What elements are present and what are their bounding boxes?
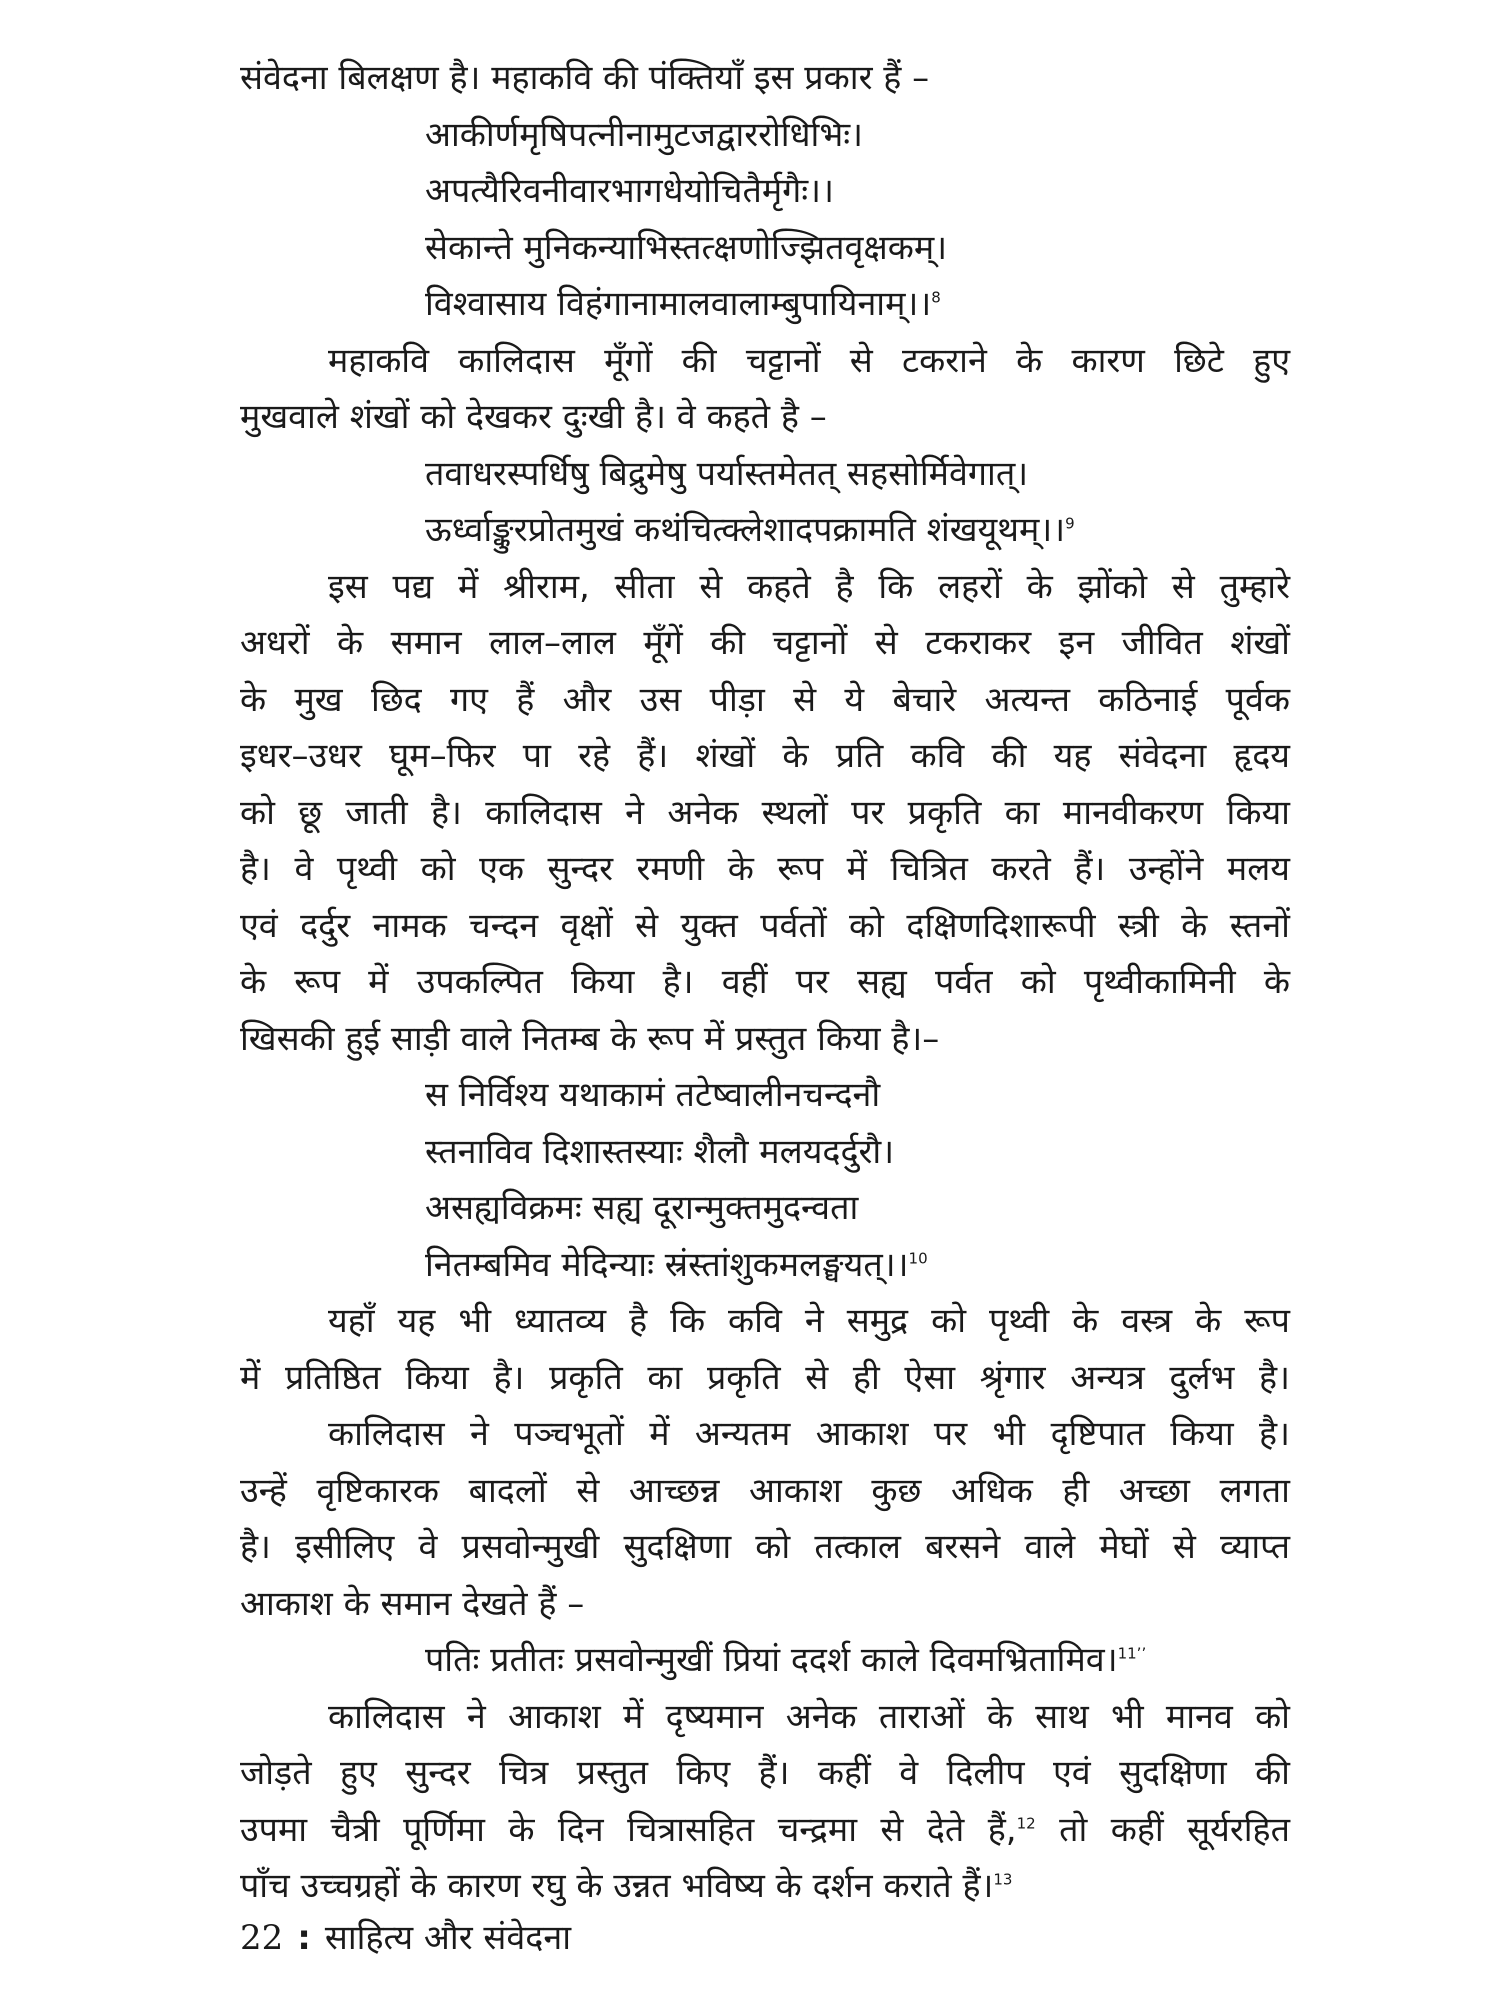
line-text: के मुख छिद गए हैं और उस पीड़ा से ये बेचारे अत्यन्त कठिनाई पूर्वक: [240, 679, 1290, 720]
footnote-marker: 8: [931, 288, 941, 307]
line-text: तवाधरस्पर्धिषु बिद्रुमेषु पर्यास्तमेतत् सहसोर्मिवेगात्।: [425, 453, 1029, 494]
line-text: आकीर्णमृषिपत्नीनामुटजद्वाररोधिभिः।: [425, 114, 863, 155]
line-text: महाकवि कालिदास मूँगों की चट्टानों से टकराने के कारण छिटे हुए: [328, 340, 1290, 381]
line-text: सेकान्ते मुनिकन्याभिस्तत्क्षणोज्झितवृक्षकम्।: [425, 227, 948, 268]
line-text: खिसकी हुई साड़ी वाले नितम्ब के रूप में प्रस्तुत किया है।–: [240, 1018, 940, 1059]
text-line: [240, 1350, 1290, 1407]
verse-line: [240, 1124, 1290, 1181]
footnote-marker: 12: [1016, 1814, 1036, 1833]
page-body-text: [240, 50, 1290, 1915]
verse-line: [240, 107, 1290, 164]
line-text: कालिदास ने पञ्चभूतों में अन्यतम आकाश पर भी दृष्टिपात किया है।: [328, 1414, 1290, 1454]
footnote-marker: 10: [908, 1249, 928, 1268]
verse-line: [240, 163, 1290, 220]
line-text: इस पद्य में श्रीराम, सीता से कहते है कि लहरों के झोंको से तुम्हारे: [328, 566, 1290, 607]
footnote-marker: 11’’: [1117, 1644, 1147, 1663]
line-text: पतिः प्रतीतः प्रसवोन्मुखीं प्रियां ददर्श काले दिवमभ्रितामिव।: [425, 1640, 1118, 1680]
text-line: [240, 1293, 1290, 1350]
line-text: नितम्बमिव मेदिन्याः स्रंस्तांशुकमलङ्घयत्।।: [425, 1244, 909, 1285]
book-title: साहित्य और संवेदना: [324, 1918, 572, 1958]
text-line: [240, 333, 1290, 390]
page-number: 22: [240, 1918, 284, 1958]
text-line: [240, 898, 1290, 955]
book-page: [240, 50, 1290, 1958]
line-text: असह्यविक्रमः सह्य दूरान्मुक्तमुदन्वता: [425, 1188, 859, 1228]
line-text: के रूप में उपकल्पित किया है। वहीं पर सह्य पर्वत को पृथ्वीकामिनी के: [240, 962, 1290, 1002]
footer-separator: :: [297, 1918, 311, 1958]
verse-line: [240, 1237, 1290, 1294]
text-line: [240, 785, 1290, 842]
line-text: है। इसीलिए वे प्रसवोन्मुखी सुदक्षिणा को तत्काल बरसने वाले मेघों से व्याप्त: [240, 1527, 1290, 1567]
line-text: एवं दर्दुर नामक चन्दन वृक्षों से युक्त पर्वतों को दक्षिणदिशारूपी स्त्री के स्तनों: [240, 905, 1290, 946]
text-line: [240, 615, 1290, 672]
line-text: अपत्यैरिवनीवारभागधेयोचितैर्मृगैः।।: [425, 171, 834, 211]
text-line: [240, 559, 1290, 616]
verse-line: [240, 502, 1290, 559]
text-line: [240, 389, 1290, 446]
line-text: है। वे पृथ्वी को एक सुन्दर रमणी के रूप में चित्रित करते हैं। उन्होंने मलय: [240, 849, 1290, 889]
page-footer: [240, 1918, 571, 1958]
verse-line: [240, 220, 1290, 277]
line-text: यहाँ यह भी ध्यातव्य है कि कवि ने समुद्र को पृथ्वी के वस्त्र के रूप: [328, 1301, 1290, 1341]
text-line: [240, 954, 1290, 1011]
text-line: [240, 1689, 1290, 1746]
line-text: संवेदना बिलक्षण है। महाकवि की पंक्तियाँ इस प्रकार हैं –: [240, 58, 930, 98]
text-line: [240, 1576, 1290, 1633]
footnote-marker: 9: [1065, 514, 1075, 533]
line-text: जोड़ते हुए सुन्दर चित्र प्रस्तुत किए हैं। कहीं वे दिलीप एवं सुदक्षिणा की: [240, 1753, 1290, 1793]
line-text: कालिदास ने आकाश में दृष्यमान अनेक ताराओं के साथ भी मानव को: [328, 1696, 1290, 1737]
verse-line: [240, 446, 1290, 503]
line-text: में प्रतिष्ठित किया है। प्रकृति का प्रकृति से ही ऐसा श्रृंगार अन्यत्र दुर्लभ है।: [240, 1357, 1290, 1398]
line-text: पाँच उच्चग्रहों के कारण रघु के उन्नत भविष्य के दर्शन कराते हैं।: [240, 1866, 994, 1906]
line-text: आकाश के समान देखते हैं –: [240, 1583, 585, 1624]
line-text: उन्हें वृष्टिकारक बादलों से आच्छन्न आकाश कुछ अधिक ही अच्छा लगता: [240, 1470, 1290, 1511]
text-line: [240, 728, 1290, 785]
verse-line: [240, 276, 1290, 333]
text-line: [240, 672, 1290, 729]
line-text: इधर–उधर घूम–फिर पा रहे हैं। शंखों के प्रति कवि की यह संवेदना हृदय: [240, 736, 1290, 776]
text-line: [240, 1519, 1290, 1576]
verse-line: [240, 1067, 1290, 1124]
text-line: [240, 1011, 1290, 1068]
text-line: [240, 1858, 1290, 1915]
text-line: [240, 1745, 1290, 1802]
line-text: मुखवाले शंखों को देखकर दुःखी है। वे कहते है –: [240, 397, 827, 437]
line-text: स निर्विश्य यथाकामं तटेष्वालीनचन्दनौ: [425, 1075, 881, 1115]
text-line: [240, 841, 1290, 898]
line-text: स्तनाविव दिशास्तस्याः शैलौ मलयदर्दुरौ।: [425, 1131, 895, 1172]
footnote-marker: 13: [993, 1870, 1013, 1889]
verse-line: [240, 1180, 1290, 1237]
line-text: को छू जाती है। कालिदास ने अनेक स्थलों पर प्रकृति का मानवीकरण किया: [240, 792, 1290, 833]
line-text: अधरों के समान लाल–लाल मूँगें की चट्टानों से टकराकर इन जीवित शंखों: [240, 623, 1290, 663]
verse-line: [240, 1632, 1290, 1689]
text-line: [240, 1463, 1290, 1520]
text-line: [240, 1802, 1290, 1859]
line-text-tail: तो कहीं सूर्यरहित: [1035, 1809, 1290, 1850]
line-text: ऊर्ध्वाङ्कुरप्रोतमुखं कथंचित्क्लेशादपक्रामति शंखयूथम्।।: [425, 510, 1066, 550]
text-line: [240, 50, 1290, 107]
text-line: [240, 1406, 1290, 1463]
line-text: विश्वासाय विहंगानामालवालाम्बुपायिनाम्।।: [425, 284, 932, 324]
line-text: उपमा चैत्री पूर्णिमा के दिन चित्रासहित चन्द्रमा से देते हैं,: [240, 1809, 1017, 1850]
